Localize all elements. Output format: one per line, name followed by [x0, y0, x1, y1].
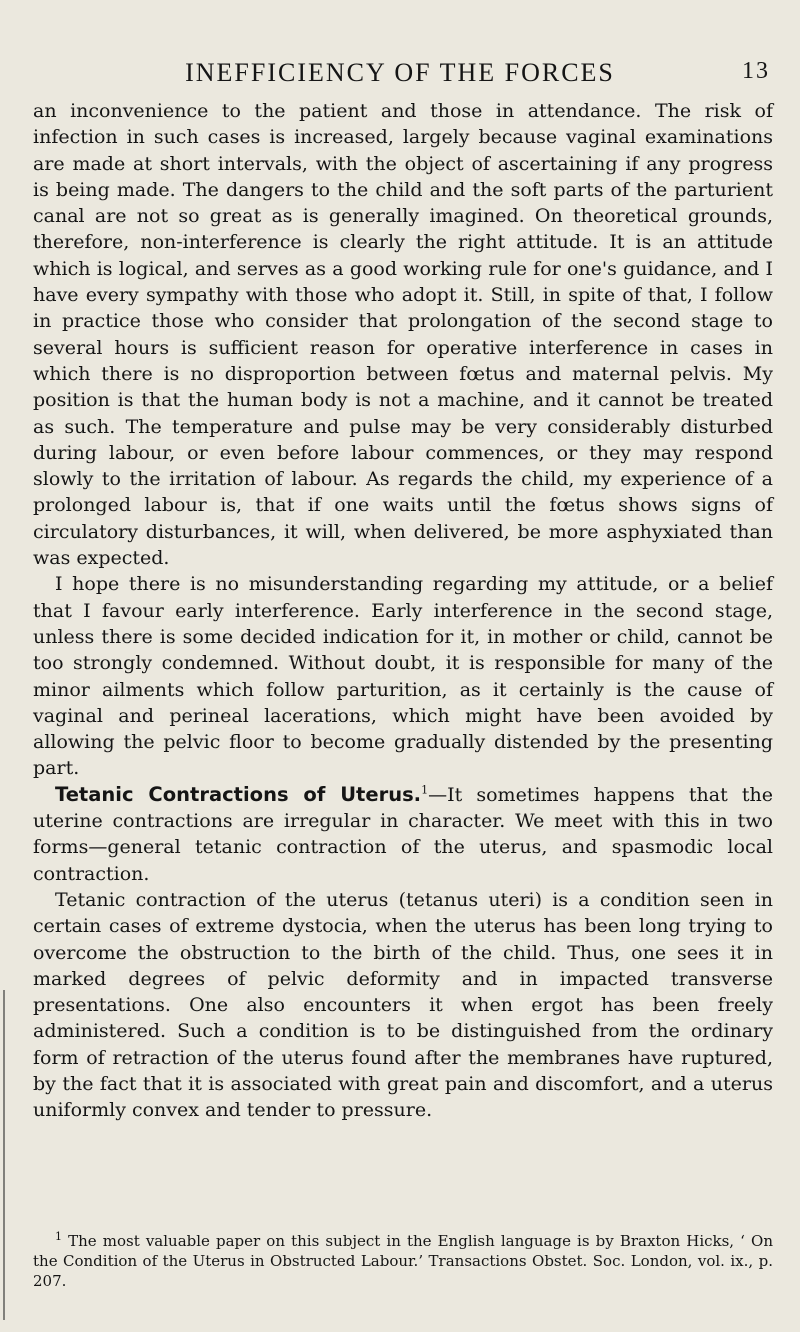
paragraph-3 [33, 782, 773, 887]
footnote-area [33, 1231, 773, 1291]
footnote-reference: 1 [421, 783, 429, 797]
running-title: INEFFICIENCY OF THE FORCES [185, 58, 615, 87]
gutter-edge-line [3, 990, 5, 1320]
running-head [0, 58, 800, 92]
paragraph-4: Tetanic contraction of the uterus (tetanus uteri) is a condition seen in certain cases of extreme dystocia, when the uterus has been long trying to overcome the obstruction to the birth of the child. Thus, one sees it in marked degrees of pelvic deformity and in impacted transverse presentations. One also encounters it when ergot has been freely administered. Such a condition is to be distinguished from the ordinary form of retraction of the uterus found after the membranes have ruptured, by the fact that it is associated with great pain and discomfort, and a uterus uniformly convex and tender to pressure. [33, 888, 773, 1122]
page-number: 13 [742, 58, 770, 84]
body-text [33, 98, 773, 1124]
footnote [33, 1231, 773, 1291]
paragraph-3-text: —It sometimes happens that the uterine contractions are irregular in character. We meet with this in two forms—general tetanic contraction of the uterus, and spasmodic local contraction. [33, 783, 773, 885]
section-heading: Tetanic Contractions of Uterus. [55, 782, 422, 806]
paragraph-1: an inconvenience to the patient and those in attendance. The risk of infection in such cases is increased, largely because vaginal examinations are made at short intervals, with the object of ascertaining if any progress is being made. The dangers to the child and the soft parts of the parturient canal are not so great as is generally imagined. On theoretical grounds, therefore, non-interference is clearly the right attitude. It is an attitude which is logical, and serves as a good working rule for one's guidance, and I have every sympathy with those who adopt it. Still, in spite of that, I follow in practice those who consider that prolongation of the second stage to several hours is sufficient reason for operative interference in cases in which there is no disproportion between fœtus and maternal pelvis. My position is that the human body is not a machine, and it cannot be treated as such. The temperature and pulse may be very considerably disturbed during labour, or even before labour commences, or they may respond slowly to the irritation of labour. As regards the child, my experience of a prolonged labour is, that if one waits until the fœtus shows signs of circulatory disturbances, it will, when delivered, be more asphyxiated than was expected. [33, 100, 773, 570]
footnote-mark: 1 [55, 1230, 62, 1243]
footnote-text: The most valuable paper on this subject in the English language is by Braxton Hicks, ‘ On the Condition of the Uterus in Obstructed Labour.’ Transactions Obstet. Soc. London, vol. ix., p. 207. [33, 1232, 773, 1290]
paragraph-2: I hope there is no misunderstanding regarding my attitude, or a belief that I favour early interference. Early interference in the second stage, unless there is some decided indication for it, in mother or child, cannot be too strongly condemned. Without doubt, it is responsible for many of the minor ailments which follow parturition, as it certainly is the cause of vaginal and perineal lacerations, which might have been avoided by allowing the pelvic floor to become gradually distended by the presenting part. [33, 573, 773, 780]
